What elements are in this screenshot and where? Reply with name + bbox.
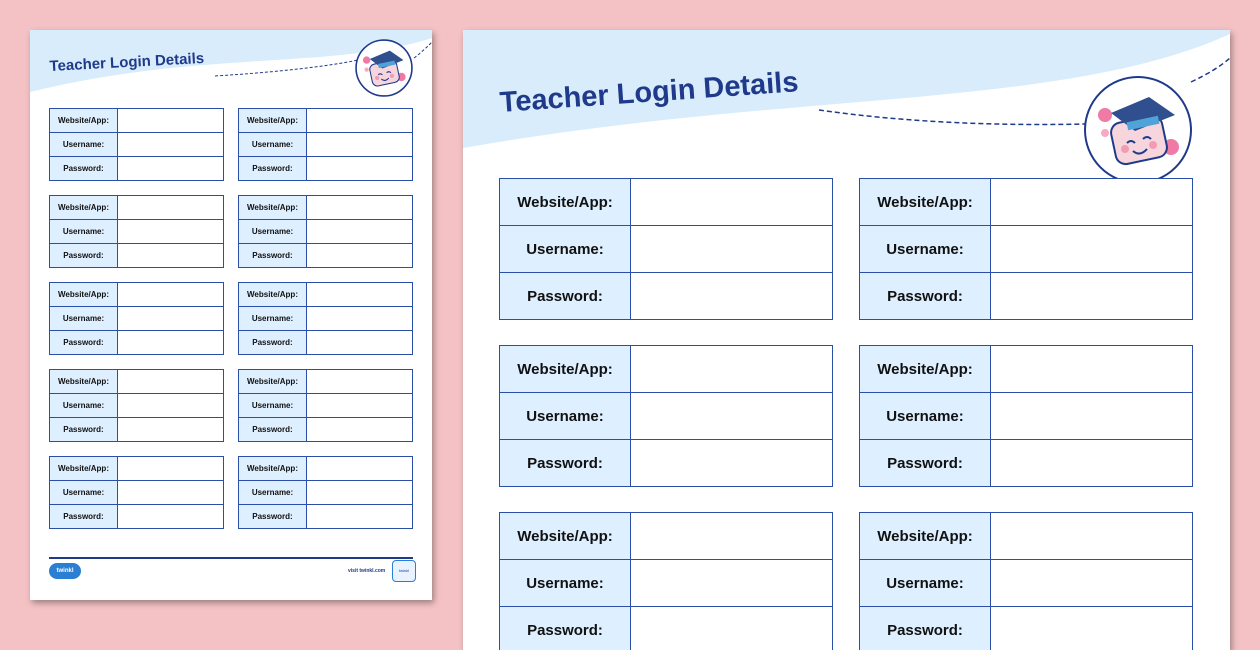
username-row [860,560,1193,607]
username-field[interactable] [631,560,833,607]
login-details-card [238,282,413,355]
website-row [50,196,224,220]
website-row [239,457,413,481]
website-row [860,179,1193,226]
username-label: Username: [500,226,631,273]
username-row [50,481,224,505]
worksheet-title: Teacher Login Details [49,50,204,75]
username-field[interactable] [307,394,413,418]
website-field[interactable] [307,283,413,307]
password-label: Password: [500,440,631,487]
website-label: Website/App: [860,179,991,226]
website-row [860,513,1193,560]
username-label: Username: [239,220,307,244]
password-row [239,157,413,181]
website-field[interactable] [307,370,413,394]
login-card-grid [49,108,413,529]
password-row [239,418,413,442]
website-row [500,513,833,560]
website-label: Website/App: [500,179,631,226]
username-row [239,481,413,505]
website-label: Website/App: [50,370,118,394]
website-row [50,109,224,133]
website-field[interactable] [991,346,1193,393]
username-label: Username: [50,307,118,331]
website-label: Website/App: [239,370,307,394]
password-field[interactable] [118,244,224,268]
footer-divider [49,557,413,559]
website-row [500,346,833,393]
username-field[interactable] [991,393,1193,440]
website-label: Website/App: [860,346,991,393]
website-label: Website/App: [50,283,118,307]
website-label: Website/App: [860,513,991,560]
login-details-card [49,282,224,355]
password-field[interactable] [991,607,1193,650]
password-label: Password: [860,607,991,650]
username-row [500,393,833,440]
login-details-card [238,108,413,181]
username-row [239,133,413,157]
password-field[interactable] [631,607,833,650]
password-field[interactable] [118,331,224,355]
website-row [239,370,413,394]
username-row [860,226,1193,273]
visit-website-text: visit twinkl.com [348,568,385,574]
password-label: Password: [500,273,631,320]
large-worksheet-preview [463,30,1230,650]
password-row [860,273,1193,320]
password-row [50,331,224,355]
login-details-card [859,512,1193,650]
username-field[interactable] [307,133,413,157]
website-field[interactable] [118,370,224,394]
login-details-card [238,456,413,529]
username-field[interactable] [631,226,833,273]
username-label: Username: [860,393,991,440]
username-label: Username: [239,307,307,331]
password-row [860,440,1193,487]
website-field[interactable] [991,179,1193,226]
username-row [50,133,224,157]
login-details-card [499,512,833,650]
username-label: Username: [50,133,118,157]
username-field[interactable] [307,307,413,331]
password-field[interactable] [307,244,413,268]
password-label: Password: [239,331,307,355]
password-field[interactable] [118,505,224,529]
graduate-mascot-icon [1083,75,1193,185]
website-field[interactable] [991,513,1193,560]
website-row [239,109,413,133]
password-row [239,505,413,529]
username-row [239,307,413,331]
username-field[interactable] [118,307,224,331]
website-label: Website/App: [239,196,307,220]
login-details-card [49,369,224,442]
password-label: Password: [239,505,307,529]
password-row [50,505,224,529]
website-field[interactable] [307,109,413,133]
username-row [50,307,224,331]
password-label: Password: [50,157,118,181]
password-label: Password: [239,244,307,268]
username-row [860,393,1193,440]
website-field[interactable] [307,196,413,220]
username-row [500,560,833,607]
website-label: Website/App: [500,346,631,393]
website-label: Website/App: [50,196,118,220]
username-label: Username: [50,394,118,418]
website-field[interactable] [307,457,413,481]
login-details-card [238,195,413,268]
login-details-card [499,345,833,487]
password-row [860,607,1193,650]
password-row [50,244,224,268]
username-field[interactable] [118,220,224,244]
login-details-card [238,369,413,442]
password-row [239,331,413,355]
password-label: Password: [50,244,118,268]
login-details-card [49,195,224,268]
website-label: Website/App: [50,109,118,133]
twinkl-logo: twinkl [49,563,81,579]
password-field[interactable] [991,273,1193,320]
website-label: Website/App: [239,457,307,481]
username-field[interactable] [118,394,224,418]
username-row [239,394,413,418]
password-row [500,440,833,487]
login-details-card [499,178,833,320]
small-worksheet-preview [30,30,432,600]
login-details-card [859,345,1193,487]
username-label: Username: [239,394,307,418]
website-field[interactable] [631,513,833,560]
password-row [50,418,224,442]
password-field[interactable] [307,157,413,181]
website-field[interactable] [118,109,224,133]
password-label: Password: [239,418,307,442]
username-row [50,220,224,244]
website-row [860,346,1193,393]
website-row [239,196,413,220]
password-label: Password: [500,607,631,650]
login-details-card [859,178,1193,320]
website-label: Website/App: [500,513,631,560]
password-field[interactable] [118,418,224,442]
website-row [50,283,224,307]
website-field[interactable] [631,346,833,393]
username-field[interactable] [991,226,1193,273]
password-label: Password: [860,273,991,320]
graduate-mascot-icon [355,39,413,97]
login-card-grid [499,178,1193,650]
website-field[interactable] [631,179,833,226]
password-field[interactable] [631,440,833,487]
username-field[interactable] [118,133,224,157]
password-label: Password: [860,440,991,487]
username-label: Username: [860,226,991,273]
password-field[interactable] [118,157,224,181]
website-label: Website/App: [239,109,307,133]
password-label: Password: [239,157,307,181]
username-field[interactable] [991,560,1193,607]
login-details-card [49,456,224,529]
worksheet-title: Teacher Login Details [499,66,800,120]
password-field[interactable] [991,440,1193,487]
username-field[interactable] [631,393,833,440]
username-field[interactable] [307,481,413,505]
username-label: Username: [50,481,118,505]
password-row [500,607,833,650]
website-row [50,370,224,394]
username-label: Username: [860,560,991,607]
username-label: Username: [500,560,631,607]
username-label: Username: [50,220,118,244]
password-field[interactable] [307,505,413,529]
username-field[interactable] [118,481,224,505]
password-row [239,244,413,268]
username-label: Username: [239,133,307,157]
username-row [50,394,224,418]
website-row [500,179,833,226]
twinkl-badge-logo: twinkl [392,560,416,582]
password-field[interactable] [307,418,413,442]
password-field[interactable] [631,273,833,320]
website-field[interactable] [118,196,224,220]
password-label: Password: [50,331,118,355]
password-field[interactable] [307,331,413,355]
username-label: Username: [239,481,307,505]
website-row [239,283,413,307]
username-row [239,220,413,244]
password-label: Password: [50,418,118,442]
username-label: Username: [500,393,631,440]
website-row [50,457,224,481]
website-label: Website/App: [239,283,307,307]
website-field[interactable] [118,283,224,307]
password-row [500,273,833,320]
website-field[interactable] [118,457,224,481]
password-row [50,157,224,181]
website-label: Website/App: [50,457,118,481]
username-row [500,226,833,273]
username-field[interactable] [307,220,413,244]
password-label: Password: [50,505,118,529]
login-details-card [49,108,224,181]
